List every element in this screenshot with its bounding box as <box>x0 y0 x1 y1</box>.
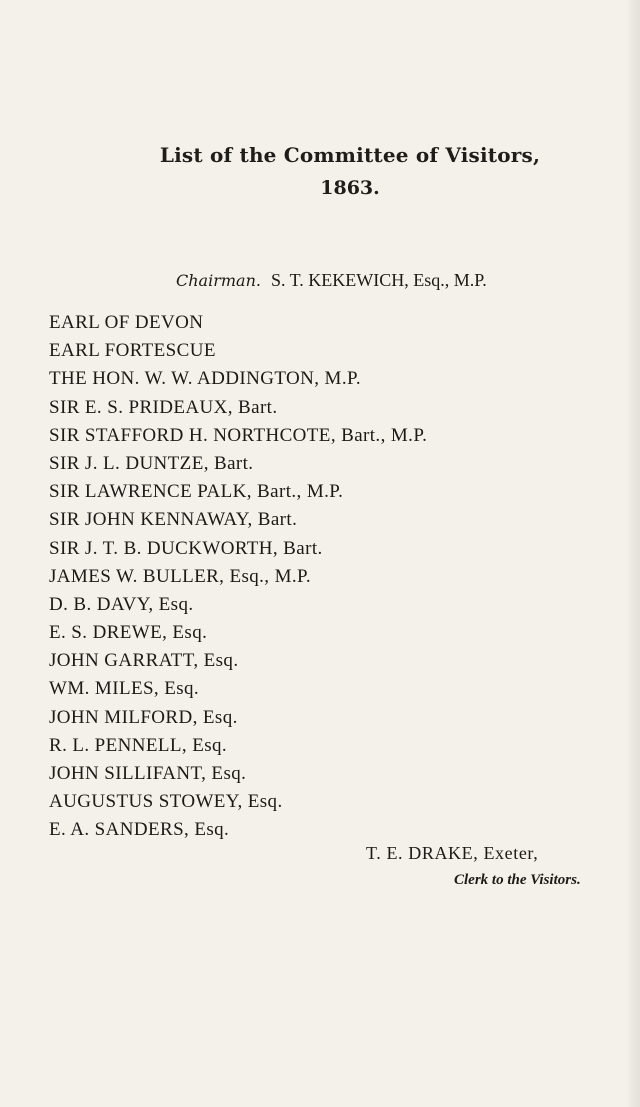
member-entry: SIR JOHN KENNAWAY, Bart. <box>49 509 298 531</box>
member-entry: D. B. DAVY, Esq. <box>49 593 194 615</box>
member-entry: THE HON. W. W. ADDINGTON, M.P. <box>49 368 361 390</box>
member-entry: SIR E. S. PRIDEAUX, Bart. <box>49 396 278 418</box>
chairman-line <box>176 270 487 291</box>
member-entry: JAMES W. BULLER, Esq., M.P. <box>49 565 312 587</box>
member-entry: SIR J. T. B. DUCKWORTH, Bart. <box>49 537 323 559</box>
clerk-role: Clerk to the Visitors. <box>454 872 581 888</box>
document-year: 1863. <box>320 177 380 199</box>
member-entry: JOHN MILFORD, Esq. <box>49 706 238 728</box>
member-entry: SIR LAWRENCE PALK, Bart., M.P. <box>49 481 344 503</box>
member-entry: EARL FORTESCUE <box>49 340 216 362</box>
clerk-name: T. E. DRAKE, Exeter, <box>366 843 539 863</box>
member-entry: JOHN GARRATT, Esq. <box>49 650 239 672</box>
member-entry: E. A. SANDERS, Esq. <box>49 819 230 841</box>
document-title: List of the Committee of Visitors, <box>159 143 541 167</box>
member-entry: WM. MILES, Esq. <box>49 678 200 700</box>
member-entry: SIR STAFFORD H. NORTHCOTE, Bart., M.P. <box>49 424 428 446</box>
member-entry: SIR J. L. DUNTZE, Bart. <box>49 452 254 474</box>
chairman-label: Chairman. <box>176 271 261 290</box>
member-entry: EARL OF DEVON <box>49 312 204 333</box>
member-entry: JOHN SILLIFANT, Esq. <box>49 763 247 784</box>
member-entry: R. L. PENNELL, Esq. <box>49 734 228 756</box>
member-entry: E. S. DREWE, Esq. <box>49 622 208 644</box>
member-list <box>49 309 427 845</box>
member-entry: AUGUSTUS STOWEY, Esq. <box>49 791 283 813</box>
chairman-name: S. T. KEKEWICH, Esq., M.P. <box>270 270 487 290</box>
